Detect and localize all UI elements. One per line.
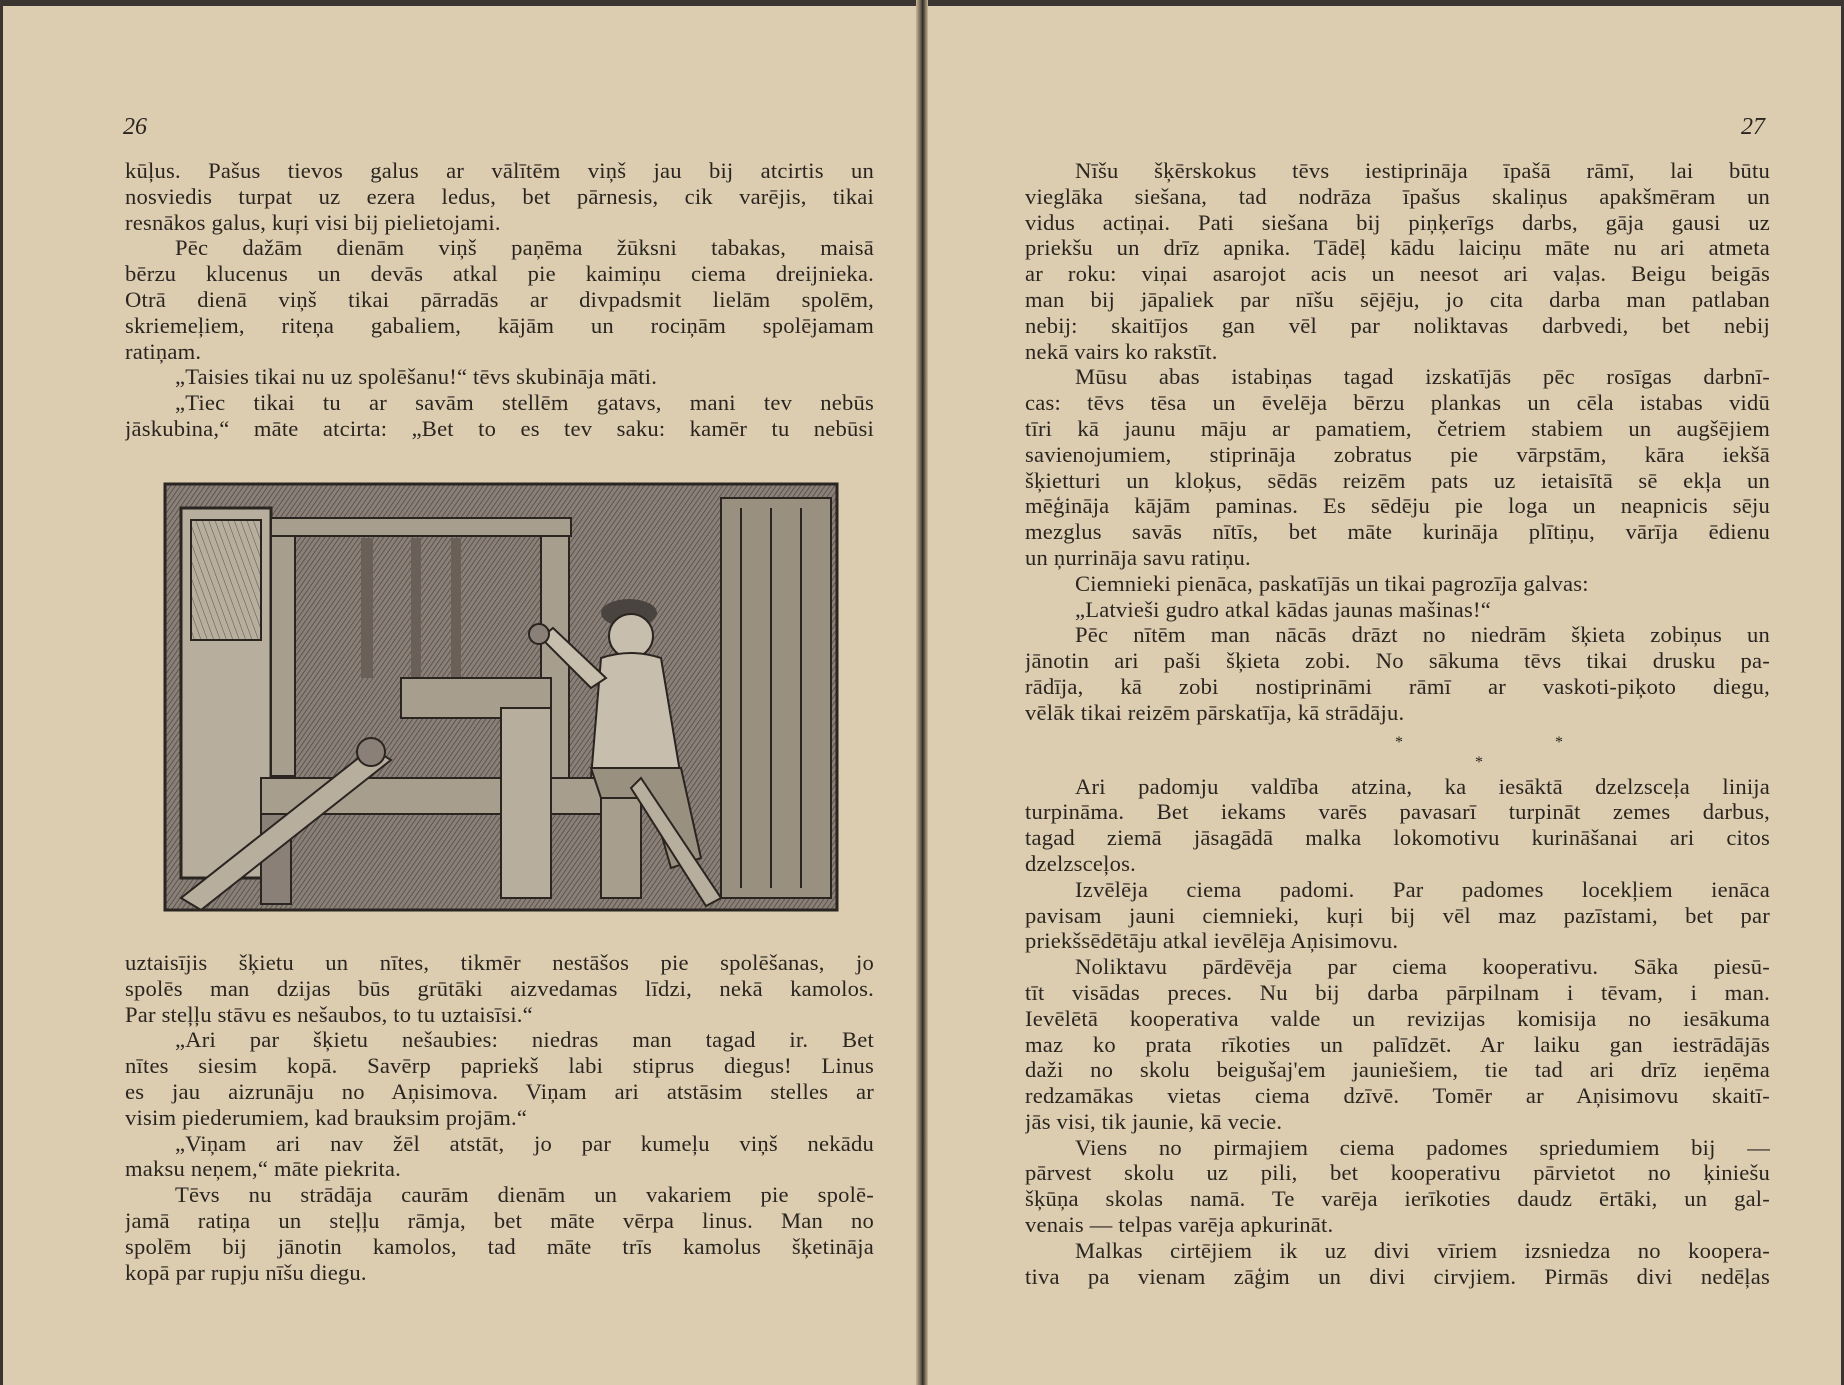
text-line: spolēs man dzijas būs grūtāki aizvedamas līdzi, nekā kamolos. (125, 975, 874, 1001)
text-line: Viens no pirmajiem ciema padomes spriedumiem bij — (1075, 1134, 1770, 1160)
text-line: redzamākas vietas ciema dzīvē. Tomēr ar Aņisimovu skaitī- (1025, 1083, 1770, 1109)
text-line: jānotin ari paši šķieta zobi. No sākuma tēvs tikai drusku pa- (1025, 648, 1770, 674)
text-line: vieglāka siešana, tad nodrāza īpašus skaliņus apakšmēram un (1025, 183, 1770, 209)
text-line: Pēc dažām dienām viņš paņēma žūksni tabakas, maisā (175, 235, 874, 261)
text-line: „Taisies tikai nu uz spolēšanu!“ tēvs skubināja māti. (175, 364, 658, 390)
text-line: Malkas cirtējiem ik uz divi vīriem izsniedza no koopera- (1075, 1237, 1770, 1263)
text-line: priekšsēdētāju atkal ievēlēja Aņisimovu. (1025, 928, 1399, 954)
right-page (921, 0, 1844, 1385)
text-line: Nīšu šķērskokus tēvs iestiprināja īpašā rāmī, lai būtu (1075, 158, 1770, 183)
book-gutter (916, 0, 928, 1385)
text-line: resnākos galus, kuŗi visi bij pielietojami. (125, 209, 501, 235)
text-line: bērzu klucenus un devās atkal pie kaimiņu ciema dreijnieka. (125, 261, 874, 287)
text-line: un ņurrināja savu ratiņu. (1025, 544, 1251, 570)
text-line: šķietturi un kloķus, sēdās reizēm pats uz ietaisītā sē ekļa un (1025, 467, 1770, 493)
text-block-bottom (125, 950, 874, 1285)
text-line: tīri kā jaunu māju ar pamatiem, četriem stabiem un augšējiem (1025, 415, 1770, 441)
text-line: savienojumiem, stiprināja zobratus pie vārpstām, kāra iekšā (1025, 441, 1770, 467)
text-line: pavisam jauni ciemnieki, kuŗi bij vēl maz pazīstami, bet par (1025, 902, 1770, 928)
text-line: pārvest skolu uz pili, bet kooperativu pārvietot no ķiniešu (1025, 1160, 1770, 1186)
text-line: Izvēlēja ciema padomi. Par padomes locekļiem ienāca (1075, 876, 1770, 902)
text-line: „Latvieši gudro atkal kādas jaunas mašinas!“ (1075, 596, 1491, 622)
text-line: jās visi, tik jaunie, kā vecie. (1025, 1108, 1283, 1134)
text-line: spolēm bij jānotin kamolos, tad māte trīs kamolus šķetināja (125, 1233, 874, 1259)
text-line: maz ko prata rīkoties un palīdzēt. Ar laiku gan iestrādājās (1025, 1031, 1770, 1057)
text-line: Noliktavu pārdēvēja par ciema kooperativu. Sāka piesū- (1075, 954, 1770, 980)
text-line: ar roku: viņai asarojot acis un neesot ari vaļas. Beigu beigās (1025, 261, 1770, 287)
text-block-top (125, 158, 874, 442)
text-line: „Viņam ari nav žēl atstāt, jo par kumeļu viņš nekādu (175, 1130, 874, 1156)
section-separator (1025, 726, 1770, 774)
text-line: priekšu un drīz apnika. Tādēļ kādu laiciņu māte nu ari atmeta (1025, 235, 1770, 261)
text-line: jāskubina,“ māte atcirta: „Bet to es tev saku: kamēr tu nebūsi (125, 415, 874, 441)
text-line: visim piederumiem, kad brauksim projām.“ (125, 1104, 528, 1130)
text-line: Mūsu abas istabiņas tagad izskatījās pēc rosīgas darbnī- (1075, 364, 1770, 390)
text-line: mezglus savās nītīs, bet māte kurināja plītiņu, vārīja ēdienu (1025, 519, 1770, 545)
text-line: nebij: skaitījos gan vēl par noliktavas darbvedi, bet nebij (1025, 312, 1770, 338)
text-line: ratiņam. (125, 338, 202, 364)
text-line: tīt visādas preces. Nu bij darba pārpilnam i tēvam, i man. (1025, 979, 1770, 1005)
text-line: kūļus. Pašus tievos galus ar vālītēm viņš jau bij atcirtis un (125, 158, 874, 183)
text-line: venais — telpas varēja apkurināt. (1025, 1212, 1334, 1238)
separator-star: * (1475, 753, 1484, 771)
text-line: Ciemnieki pienāca, paskatījās un tikai pagrozīja galvas: (1075, 570, 1589, 596)
text-line: mēģināja kājām paminas. Es sēdēju pie loga un neapnicis sēju (1025, 493, 1770, 519)
text-line: cas: tēvs tēsa un ēvelēja bērzu plankas un cēla istabas vidū (1025, 390, 1770, 416)
text-line: maksu neņem,“ māte piekrita. (125, 1156, 401, 1182)
separator-star: * (1395, 733, 1404, 751)
text-line: daži no skolu beigušaj'em jauniešiem, tie tad ari drīz ieņēma (1025, 1057, 1770, 1083)
text-line: Pēc nītēm man nācās drāzt no niedrām šķieta zobiņus un (1075, 622, 1770, 648)
illustration-loom-carpenter (161, 478, 843, 914)
text-line: tiva pa vienam zāģim un divi cirvjiem. Pirmās divi nedēļas (1025, 1263, 1770, 1289)
text-line: „Tiec tikai tu ar savām stellēm gatavs, mani tev nebūs (175, 390, 874, 416)
text-line: vidus actiņai. Pati siešana bij piņķerīgs darbs, gāja gausi uz (1025, 209, 1770, 235)
text-line: nītes siesim kopā. Savērp papriekš labi stiprus diegus! Linus (125, 1053, 874, 1079)
text-line: es jau aizrunāju no Aņisimova. Viņam ari atstāsim stelles ar (125, 1078, 874, 1104)
text-line: Tēvs nu strādāja caurām dienām un vakariem pie spolē- (175, 1182, 874, 1208)
text-line: uztaisījis šķietu un nītes, tikmēr nestāšos pie spolēšanas, jo (125, 950, 874, 975)
text-line: vēlāk tikai reizēm pārskatīja, kā strādāju. (1025, 699, 1405, 725)
text-line: Par steļļu stāvu es nešaubos, to tu uztaisīsi.“ (125, 1001, 533, 1027)
text-line: nekā vairs ko rakstīt. (1025, 338, 1218, 364)
text-line: rādīja, kā zobi nostiprināmi rāmī ar vaskoti-piķoto diegu, (1025, 673, 1770, 699)
text-line: Otrā dienā viņš tikai pārradās ar divpadsmit lielām spolēm, (125, 286, 874, 312)
text-line: turpināma. Bet iekams varēs pavasarī turpināt zemes darbus, (1025, 799, 1770, 825)
text-line: dzelzsceļos. (1025, 850, 1136, 876)
left-page (0, 0, 921, 1385)
text-line: „Ari par šķietu nešaubies: niedras man tagad ir. Bet (175, 1027, 874, 1053)
text-line: šķūņa skolas namā. Te varēja ierīkoties daudz ērtāki, un gal- (1025, 1186, 1770, 1212)
page-number: 27 (1741, 114, 1765, 140)
text-block (1025, 158, 1770, 1289)
text-line: kopā par rupju nīšu diegu. (125, 1259, 367, 1285)
separator-star: * (1555, 733, 1564, 751)
text-line: man bij jāpaliek par nīšu sējēju, jo cita darba man patlaban (1025, 286, 1770, 312)
text-line: Ievēlētā kooperativa valde un revizijas komisija no iesākuma (1025, 1005, 1770, 1031)
text-line: Ari padomju valdība atzina, ka iesāktā dzelzsceļa linija (1075, 773, 1770, 799)
text-line: jamā ratiņa un steļļu rāmja, bet māte vērpa linus. Man no (125, 1207, 874, 1233)
text-line: tagad ziemā jāsagādā malka lokomotivu kurināšanai ari citos (1025, 825, 1770, 851)
text-line: nosviedis turpat uz ezera ledus, bet pārnesis, cik varējis, tikai (125, 183, 874, 209)
text-line: skriemeļiem, riteņa gabaliem, kājām un rociņām spolējamam (125, 312, 874, 338)
page-number: 26 (123, 114, 147, 140)
